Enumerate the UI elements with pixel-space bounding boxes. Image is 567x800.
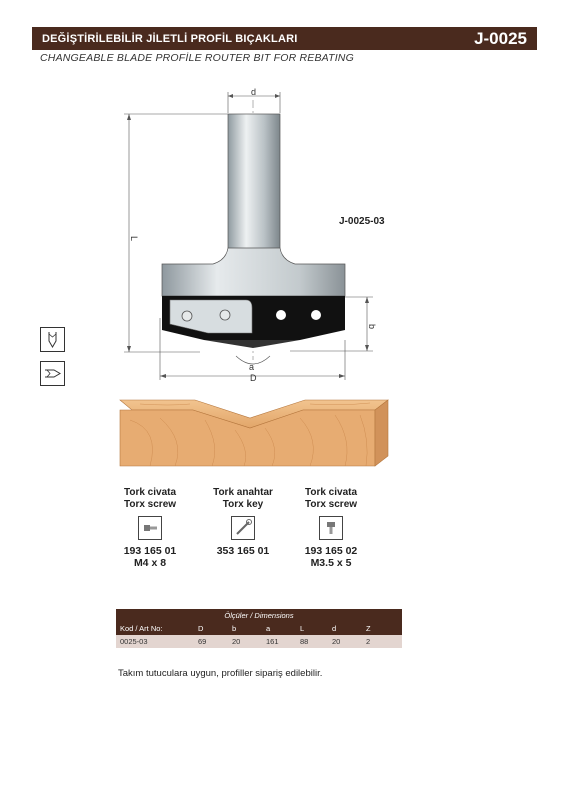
- col-header: d: [332, 622, 366, 635]
- bit-body: [162, 248, 345, 296]
- title-bar: [32, 27, 537, 50]
- label-a: a: [249, 362, 255, 372]
- subtitle: CHANGEABLE BLADE PROFİLE ROUTER BIT FOR REBATING: [40, 52, 354, 64]
- dimensions-table: [116, 609, 402, 648]
- wood-profile: [120, 400, 388, 466]
- dimensions-caption: Ölçüler / Dimensions: [116, 609, 402, 622]
- accessory-name-en: Torx key: [222, 499, 264, 510]
- label-b: b: [367, 324, 377, 330]
- product-code: J-0025: [474, 28, 527, 48]
- accessory-size: M4 x 8: [133, 557, 167, 569]
- cell: 2: [366, 635, 402, 648]
- accessory-name-en: Torx screw: [123, 499, 177, 510]
- accessory-size: M3.5 x 5: [310, 557, 352, 569]
- accessory-code: 193 165 01: [123, 545, 177, 557]
- accessory-name-en: Torx screw: [304, 499, 358, 510]
- cell: 88: [300, 635, 332, 648]
- feed-direction-icon: [40, 361, 65, 386]
- table-header-row: [116, 622, 402, 635]
- blade-left: [170, 300, 252, 333]
- accessory-name-tr: Tork civata: [304, 487, 358, 498]
- accessory-torx-screw-1: [110, 487, 190, 569]
- accessory-name-tr: Tork civata: [123, 487, 177, 498]
- dimension-lines: [124, 92, 373, 380]
- screw-hole-4: [311, 310, 321, 320]
- cell: 69: [198, 635, 232, 648]
- screw-hole-1: [182, 311, 192, 321]
- accessory-torx-screw-2: [291, 487, 371, 569]
- label-L: L: [129, 236, 139, 242]
- torx-key-icon: [231, 516, 255, 540]
- torx-screw-icon: [319, 516, 343, 540]
- title-text: DEĞİŞTİRİLEBİLİR JİLETLİ PROFİL BIÇAKLARI: [42, 32, 298, 45]
- label-D: D: [250, 373, 257, 383]
- cutting-direction-icon: [40, 327, 65, 352]
- torx-screw-icon: [138, 516, 162, 540]
- cell: 20: [332, 635, 366, 648]
- col-header: Z: [366, 622, 402, 635]
- table-row: [116, 635, 402, 648]
- col-header: L: [300, 622, 332, 635]
- col-header: D: [198, 622, 232, 635]
- blade-holder-left: [162, 296, 258, 340]
- cell: 0025-03: [116, 635, 198, 648]
- col-header: a: [266, 622, 300, 635]
- accessory-code: 353 165 01: [216, 545, 270, 557]
- cell: 161: [266, 635, 300, 648]
- variant-label: J-0025-03: [339, 216, 385, 227]
- note-text: Takım tutuculara uygun, profiller sipariş edilebilir.: [118, 668, 323, 679]
- blade-holder-right: [258, 296, 345, 340]
- accessory-name-tr: Tork anahtar: [213, 487, 273, 498]
- screw-hole-3: [276, 310, 286, 320]
- cell: 20: [232, 635, 266, 648]
- shank: [228, 114, 280, 254]
- accessory-torx-key: [203, 487, 283, 557]
- screw-hole-2: [220, 310, 230, 320]
- label-d: d: [251, 87, 257, 97]
- col-header: Kod / Art No:: [116, 622, 198, 635]
- col-header: b: [232, 622, 266, 635]
- accessory-code: 193 165 02: [304, 545, 358, 557]
